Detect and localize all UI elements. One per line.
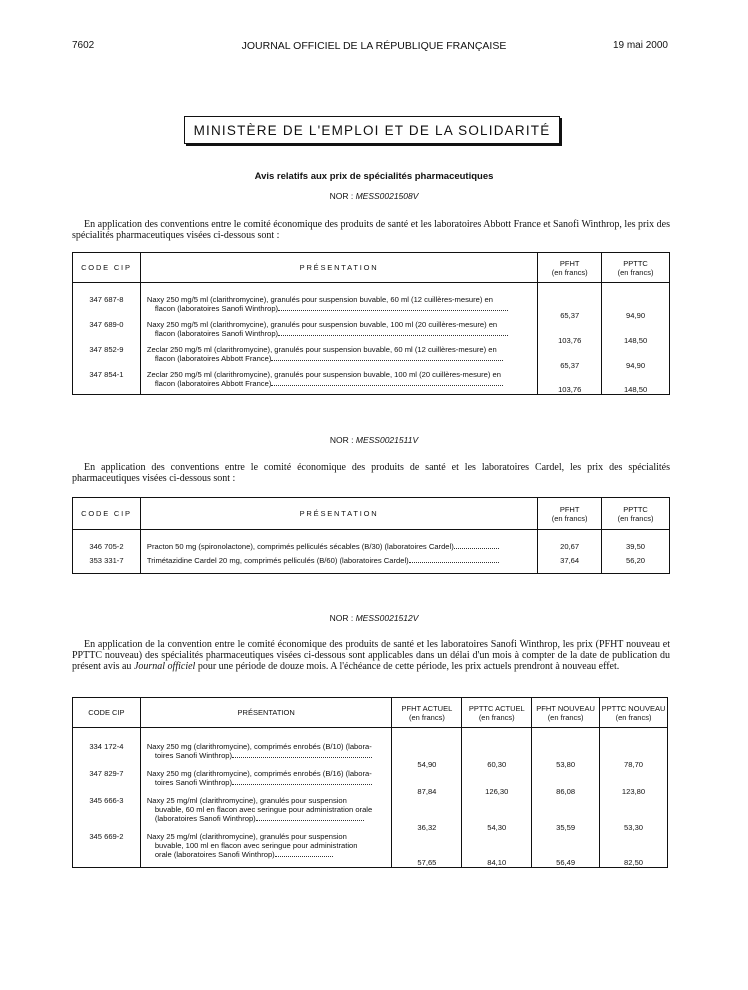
price-ppttc: 94,90 [602,345,670,370]
publication-date: 19 mai 2000 [612,40,668,51]
column-header-code-cip: CODE CIP [73,498,141,530]
column-header-presentation: PRÉSENTATION [140,698,392,728]
presentation-cell: Zeclar 250 mg/5 ml (clarithromycine), granulés pour suspension buvable, 100 ml (20 cuillères-mesure) en flacon (laboratoires Abbott France) [140,370,537,395]
column-header-presentation: PRÉSENTATION [140,498,537,530]
price-ppttc-actuel: 54,30 [462,796,532,832]
price-pfht: 20,67 [538,542,602,556]
price-pfht-actuel: 87,84 [392,769,462,796]
price-pfht-nouveau: 56,49 [532,832,600,868]
column-header-pfht-actuel: PFHT ACTUEL (en francs) [392,698,462,728]
nor-code: MESS0021511V [355,435,419,445]
table-row [73,796,668,832]
cip-code: 347 689-0 [73,320,141,345]
price-ppttc: 148,50 [602,370,670,395]
column-header-code-cip: CODE CIP [73,698,141,728]
price-ppttc-actuel: 84,10 [462,832,532,868]
cip-code: 345 669-2 [73,832,141,868]
nor-reference [0,191,748,201]
column-header-pfht-nouveau: PFHT NOUVEAU (en francs) [532,698,600,728]
column-header-pfht: PFHT (en francs) [538,498,602,530]
notice-subtitle: Avis relatifs aux prix de spécialités pharmaceutiques [254,171,494,182]
table-row [73,295,670,320]
presentation-cell: Naxy 250 mg/5 ml (clarithromycine), granulés pour suspension buvable, 60 ml (12 cuillères-mesure) en flacon (laboratoires Sanofi Winthrop) [140,295,537,320]
price-ppttc-actuel: 60,30 [462,742,532,769]
price-ppttc-nouveau: 123,80 [600,769,668,796]
nor-code: MESS0021512V [355,613,419,623]
ministry-title: MINISTÈRE DE L'EMPLOI ET DE LA SOLIDARITÉ [184,116,560,144]
price-ppttc-nouveau: 53,30 [600,796,668,832]
cip-code: 353 331-7 [73,556,141,574]
column-header-presentation: PRÉSENTATION [140,253,537,283]
section-paragraph: En application de la convention entre le comité économique des produits de santé et les laboratoires Sanofi Winthrop, les prix (PFHT nouveau et PPTTC nouveau) des spécialités pharmaceutiques visées ci-dessous sont applicables dans un délai d'un mois à compter de la date de publication du présent avis au Journal officiel pour une période de douze mois. A l'échéance de cette période, les prix actuels prendront à nouveau effet. [72,639,670,672]
cip-code: 347 854-1 [73,370,141,395]
column-header-code-cip: CODE CIP [73,253,141,283]
column-header-ppttc-nouveau: PPTTC NOUVEAU (en francs) [600,698,668,728]
table-row [73,742,668,769]
column-header-ppttc: PPTTC (en francs) [602,498,670,530]
price-pfht: 103,76 [538,370,602,395]
table-row [73,370,670,395]
table-row [73,556,670,574]
price-pfht: 65,37 [538,345,602,370]
price-pfht-actuel: 57,65 [392,832,462,868]
section-paragraph: En application des conventions entre le comité économique des produits de santé et les laboratoires Cardel, les prix des spécialités pharmaceutiques visées ci-dessous sont : [72,462,670,484]
presentation-cell: Trimétazidine Cardel 20 mg, comprimés pelliculés (B/60) (laboratoires Cardel) [140,556,537,574]
nor-code: MESS0021508V [355,191,419,201]
presentation-cell: Naxy 25 mg/ml (clarithromycine), granulés pour suspension buvable, 60 ml en flacon avec seringue pour administration orale (laboratoires Sanofi Winthrop) [140,796,392,832]
price-ppttc: 56,20 [602,556,670,574]
table-row [73,832,668,868]
cip-code: 347 829-7 [73,769,141,796]
presentation-cell: Practon 50 mg (spironolactone), comprimés pelliculés sécables (B/30) (laboratoires Cardel) [140,542,537,556]
price-pfht: 37,64 [538,556,602,574]
price-pfht-nouveau: 35,59 [532,796,600,832]
page-number: 7602 [72,40,95,51]
cip-code: 334 172-4 [73,742,141,769]
price-ppttc: 148,50 [602,320,670,345]
price-pfht: 65,37 [538,295,602,320]
presentation-cell: Naxy 250 mg (clarithromycine), comprimés enrobés (B/16) (labora- toires Sanofi Winthrop) [140,769,392,796]
column-header-ppttc-actuel: PPTTC ACTUEL (en francs) [462,698,532,728]
price-pfht-nouveau: 86,08 [532,769,600,796]
journal-title: JOURNAL OFFICIEL DE LA RÉPUBLIQUE FRANÇAISE [241,40,507,52]
nor-reference [0,613,748,623]
price-ppttc-actuel: 126,30 [462,769,532,796]
price-ppttc-nouveau: 78,70 [600,742,668,769]
price-table [72,252,670,395]
nor-label: NOR : [329,613,354,623]
price-ppttc: 94,90 [602,295,670,320]
presentation-cell: Naxy 25 mg/ml (clarithromycine), granulés pour suspension buvable, 100 ml en flacon avec seringue pour administration orale (laboratoires Sanofi Winthrop) [140,832,392,868]
cip-code: 346 705-2 [73,542,141,556]
table-row [73,345,670,370]
price-ppttc-nouveau: 82,50 [600,832,668,868]
price-pfht-actuel: 54,90 [392,742,462,769]
table-row [73,320,670,345]
presentation-cell: Zeclar 250 mg/5 ml (clarithromycine), granulés pour suspension buvable, 60 ml (12 cuillères-mesure) en flacon (laboratoires Abbott France) [140,345,537,370]
presentation-cell: Naxy 250 mg (clarithromycine), comprimés enrobés (B/10) (labora- toires Sanofi Winthrop) [140,742,392,769]
presentation-cell: Naxy 250 mg/5 ml (clarithromycine), granulés pour suspension buvable, 100 ml (20 cuillères-mesure) en flacon (laboratoires Sanofi Winthrop) [140,320,537,345]
price-pfht: 103,76 [538,320,602,345]
nor-label: NOR : [329,435,354,445]
cip-code: 347 687-8 [73,295,141,320]
section-paragraph: En application des conventions entre le comité économique des produits de santé et les laboratoires Abbott France et Sanofi Winthrop, les prix des spécialités pharmaceutiques visées ci-dessous sont : [72,219,670,241]
table-row [73,769,668,796]
price-ppttc: 39,50 [602,542,670,556]
price-table [72,497,670,574]
price-pfht-actuel: 36,32 [392,796,462,832]
cip-code: 347 852-9 [73,345,141,370]
nor-reference [0,435,748,445]
cip-code: 345 666-3 [73,796,141,832]
column-header-pfht: PFHT (en francs) [538,253,602,283]
price-pfht-nouveau: 53,80 [532,742,600,769]
column-header-ppttc: PPTTC (en francs) [602,253,670,283]
nor-label: NOR : [329,191,354,201]
price-table [72,697,668,868]
table-row [73,542,670,556]
